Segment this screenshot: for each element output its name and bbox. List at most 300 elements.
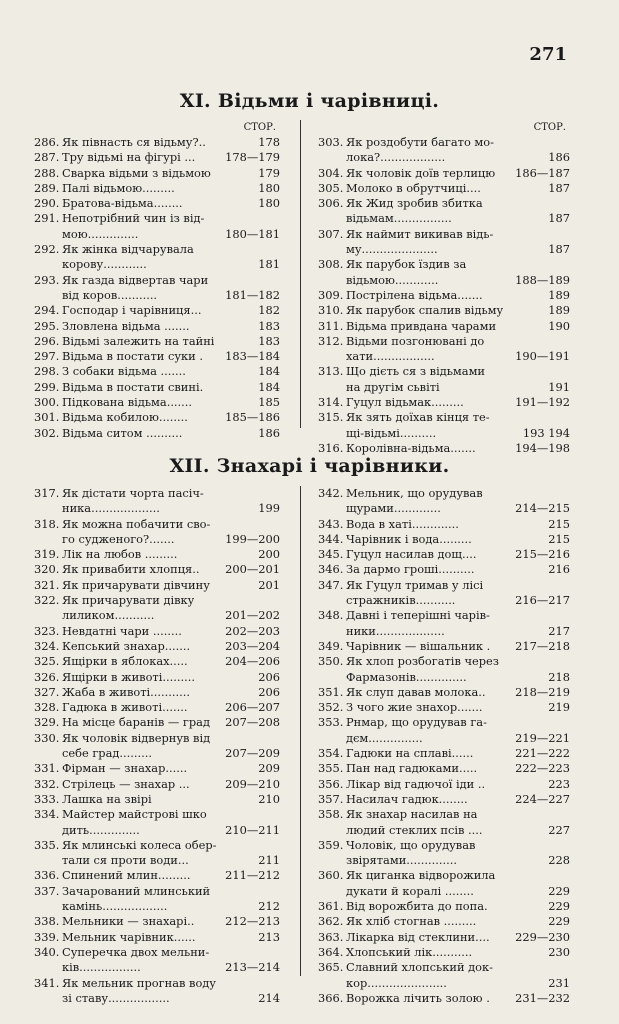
entry-page: 229 bbox=[548, 899, 570, 914]
toc-entry bbox=[318, 517, 570, 532]
entry-page bbox=[566, 715, 570, 730]
entry-number: 353. bbox=[318, 715, 344, 730]
entry-title: Відьма в постати суки . bbox=[62, 349, 204, 364]
toc-column-s2-left bbox=[34, 486, 280, 1006]
toc-entry bbox=[318, 608, 570, 639]
toc-entry bbox=[318, 395, 570, 410]
entry-title: Як причарувати дівку bbox=[62, 593, 195, 608]
entry-number: 307. bbox=[318, 226, 344, 241]
entry-page bbox=[566, 578, 570, 593]
entry-page: 186 bbox=[258, 425, 280, 440]
entry-page bbox=[566, 868, 570, 883]
entry-title: Непотрібний чин із від- bbox=[62, 211, 205, 226]
toc-entry bbox=[318, 700, 570, 715]
page-column-header: СТОР. bbox=[243, 122, 276, 133]
toc-entry bbox=[34, 700, 280, 715]
entry-page: 185—186 bbox=[225, 410, 280, 425]
entry-title: За дармо гроші.......... bbox=[346, 562, 475, 577]
entry-page: 206 bbox=[258, 684, 280, 699]
toc-entry bbox=[34, 670, 280, 685]
entry-page: 231 bbox=[548, 975, 570, 990]
entry-number: 339. bbox=[34, 929, 60, 944]
entry-title: ника................... bbox=[62, 501, 160, 516]
entry-page: 200—201 bbox=[225, 562, 280, 577]
entry-number: 355. bbox=[318, 761, 344, 776]
entry-title: Пан над гадюками..... bbox=[346, 761, 478, 776]
entry-page bbox=[276, 486, 280, 501]
entry-page: 183 bbox=[258, 318, 280, 333]
entry-page bbox=[276, 945, 280, 960]
entry-number: 366. bbox=[318, 990, 344, 1005]
entry-title: Як дістати чорта пасіч- bbox=[62, 486, 204, 500]
toc-entry bbox=[318, 868, 570, 899]
page-number: 271 bbox=[529, 44, 567, 65]
toc-entry bbox=[34, 319, 280, 334]
entry-title: Як півнасть ся відьму?.. bbox=[62, 135, 206, 149]
entry-page: 194—198 bbox=[515, 440, 570, 455]
toc-entry bbox=[318, 899, 570, 914]
entry-page: 206 bbox=[258, 669, 280, 684]
entry-number: 337. bbox=[34, 883, 60, 898]
entry-title: Відьми позгонювані до bbox=[346, 333, 485, 348]
entry-page: 191 bbox=[548, 379, 570, 394]
toc-column-s1-left bbox=[34, 120, 280, 441]
entry-title: Господар і чарівниця... bbox=[62, 303, 202, 318]
toc-entry bbox=[34, 654, 280, 669]
toc-entry bbox=[318, 303, 570, 318]
entry-number: 340. bbox=[34, 944, 60, 959]
entry-page bbox=[566, 608, 570, 623]
entry-page bbox=[276, 884, 280, 899]
entry-number: 345. bbox=[318, 547, 344, 562]
toc-entry bbox=[34, 150, 280, 165]
toc-entry bbox=[318, 960, 570, 991]
entry-page: 215 bbox=[548, 516, 570, 531]
entry-page: 218—219 bbox=[515, 684, 570, 699]
toc-entry bbox=[318, 364, 570, 395]
entry-number: 321. bbox=[34, 577, 60, 592]
entry-number: 323. bbox=[34, 623, 60, 638]
entry-page: 212—213 bbox=[225, 914, 280, 929]
entry-title: від коров........... bbox=[62, 287, 158, 302]
entry-page: 224—227 bbox=[515, 791, 570, 806]
entry-number: 326. bbox=[34, 669, 60, 684]
toc-entry bbox=[34, 334, 280, 349]
entry-number: 352. bbox=[318, 700, 344, 715]
entry-title: Суперечка двох мельни- bbox=[62, 944, 210, 959]
toc-column-s1-right bbox=[318, 120, 570, 456]
toc-entry bbox=[318, 991, 570, 1006]
entry-page: 193 194 bbox=[522, 425, 570, 440]
entry-page: 190—191 bbox=[515, 349, 570, 364]
entry-title: Як знахар насилав на bbox=[346, 807, 478, 822]
entry-number: 324. bbox=[34, 638, 60, 653]
toc-entry bbox=[34, 624, 280, 639]
toc-entry bbox=[34, 777, 280, 792]
entry-title: Як жінка відчарувала bbox=[62, 242, 194, 257]
entry-title: лиликом........... bbox=[62, 608, 155, 623]
entry-number: 315. bbox=[318, 410, 344, 425]
entry-page: 210 bbox=[258, 791, 280, 806]
entry-number: 311. bbox=[318, 318, 344, 333]
toc-entry bbox=[318, 319, 570, 334]
entry-title: на другім сьвіті bbox=[346, 379, 440, 394]
entry-number: 305. bbox=[318, 180, 344, 195]
entry-page: 215 bbox=[548, 531, 570, 546]
toc-entry bbox=[34, 517, 280, 548]
entry-page: 216 bbox=[548, 562, 570, 577]
entry-page: 200 bbox=[258, 547, 280, 562]
toc-entry bbox=[34, 426, 280, 441]
entry-page: 223 bbox=[548, 776, 570, 791]
entry-title: звірятами.............. bbox=[346, 853, 457, 868]
section-title-healers: XII. Знахарі і чарівники. bbox=[169, 455, 450, 477]
toc-entry bbox=[34, 486, 280, 517]
entry-page: 215—216 bbox=[515, 547, 570, 562]
entry-page: 212 bbox=[258, 899, 280, 914]
entry-title: Підкована відьма....... bbox=[62, 395, 193, 410]
entry-page: 178 bbox=[258, 135, 280, 149]
entry-number: 328. bbox=[34, 700, 60, 715]
toc-entry bbox=[318, 807, 570, 838]
entry-number: 312. bbox=[318, 333, 344, 348]
entry-page: 211 bbox=[258, 853, 280, 868]
entry-title: Як газда відвертав чари bbox=[62, 272, 209, 287]
entry-number: 365. bbox=[318, 960, 344, 975]
toc-entry bbox=[318, 227, 570, 258]
page-column-header: СТОР. bbox=[533, 122, 566, 133]
entry-number: 318. bbox=[34, 516, 60, 531]
entry-page: 218 bbox=[548, 669, 570, 684]
entry-number: 286. bbox=[34, 135, 60, 149]
entry-title: Майстер майстрові шко bbox=[62, 807, 207, 822]
entry-number: 338. bbox=[34, 914, 60, 929]
entry-page: 229 bbox=[548, 883, 570, 898]
entry-title: щі-відьмі.......... bbox=[346, 425, 437, 440]
entry-page: 183—184 bbox=[225, 349, 280, 364]
entry-title: Відьма кобилою........ bbox=[62, 410, 188, 425]
entry-page: 180—181 bbox=[225, 226, 280, 241]
entry-number: 290. bbox=[34, 196, 60, 211]
entry-page: 228 bbox=[548, 853, 570, 868]
toc-entry bbox=[34, 593, 280, 624]
entry-title: камінь.................. bbox=[62, 899, 168, 914]
entry-title: Лік на любов ......... bbox=[62, 547, 178, 562]
entry-page: 209—210 bbox=[225, 776, 280, 791]
entry-page bbox=[566, 364, 570, 379]
entry-page bbox=[276, 838, 280, 853]
entry-page bbox=[276, 593, 280, 608]
entry-title: Фармазонів.............. bbox=[346, 669, 467, 684]
entry-page: 216—217 bbox=[515, 593, 570, 608]
entry-page bbox=[566, 838, 570, 853]
entry-title: Гадюка в животі....... bbox=[62, 700, 188, 715]
entry-title: Як хлоп розбогатів через bbox=[346, 654, 500, 669]
entry-number: 336. bbox=[34, 868, 60, 883]
toc-entry bbox=[318, 930, 570, 945]
entry-title: Як млинські колеса обер- bbox=[62, 837, 217, 852]
entry-page: 230 bbox=[548, 944, 570, 959]
entry-number: 302. bbox=[34, 425, 60, 440]
entry-title: корову............ bbox=[62, 257, 147, 272]
toc-entry bbox=[318, 135, 570, 166]
entry-title: Що дієть ся з відьмами bbox=[346, 364, 486, 379]
entry-page bbox=[276, 976, 280, 991]
entry-title: Чоловік, що орудував bbox=[346, 837, 476, 852]
entry-title: Як чоловік доїв терлицю bbox=[346, 165, 496, 180]
entry-page: 207—208 bbox=[225, 715, 280, 730]
entry-number: 309. bbox=[318, 287, 344, 302]
toc-entry bbox=[34, 242, 280, 273]
entry-number: 288. bbox=[34, 165, 60, 180]
toc-entry bbox=[34, 792, 280, 807]
toc-entry bbox=[34, 884, 280, 915]
entry-number: 316. bbox=[318, 440, 344, 455]
entry-number: 291. bbox=[34, 211, 60, 226]
entry-number: 342. bbox=[318, 486, 344, 500]
entry-number: 294. bbox=[34, 303, 60, 318]
entry-title: Славний хлопський док- bbox=[346, 960, 494, 975]
toc-entry bbox=[34, 273, 280, 304]
toc-entry bbox=[34, 761, 280, 776]
toc-entry bbox=[318, 838, 570, 869]
toc-entry bbox=[34, 395, 280, 410]
entry-number: 319. bbox=[34, 547, 60, 562]
entry-number: 299. bbox=[34, 379, 60, 394]
entry-number: 295. bbox=[34, 318, 60, 333]
entry-number: 333. bbox=[34, 791, 60, 806]
entry-page: 201—202 bbox=[225, 608, 280, 623]
entry-page bbox=[276, 211, 280, 226]
entry-number: 308. bbox=[318, 257, 344, 272]
entry-number: 289. bbox=[34, 180, 60, 195]
toc-entry bbox=[34, 349, 280, 364]
entry-title: Спинений млин......... bbox=[62, 868, 191, 883]
entry-title: Хлопський лік........... bbox=[346, 944, 473, 959]
toc-entry bbox=[318, 166, 570, 181]
entry-page: 217 bbox=[548, 623, 570, 638]
entry-title: Як Жид зробив збитка bbox=[346, 196, 483, 211]
entry-number: 350. bbox=[318, 654, 344, 669]
entry-title: Зловлена відьма ....... bbox=[62, 318, 190, 333]
entry-page: 181—182 bbox=[225, 287, 280, 302]
entry-number: 354. bbox=[318, 746, 344, 761]
entry-title: щурами............. bbox=[346, 501, 441, 516]
entry-title: Королівна-відьма....... bbox=[346, 440, 476, 455]
entry-title: Чарівник і вода......... bbox=[346, 531, 472, 546]
toc-entry bbox=[34, 685, 280, 700]
entry-number: 363. bbox=[318, 929, 344, 944]
entry-number: 329. bbox=[34, 715, 60, 730]
entry-title: дукати й коралі ........ bbox=[346, 883, 474, 898]
entry-page: 201 bbox=[258, 577, 280, 592]
entry-title: Відьма в постати свині. bbox=[62, 379, 204, 394]
toc-entry bbox=[34, 211, 280, 242]
entry-title: Ворожка лічить золою . bbox=[346, 990, 490, 1005]
entry-title: Як можна побачити сво- bbox=[62, 516, 211, 531]
entry-title: Невдатні чари ........ bbox=[62, 623, 182, 638]
entry-page: 204—206 bbox=[225, 654, 280, 669]
entry-title: кор...................... bbox=[346, 975, 447, 990]
entry-number: 296. bbox=[34, 333, 60, 348]
entry-page: 184 bbox=[258, 364, 280, 379]
entry-number: 313. bbox=[318, 364, 344, 379]
entry-number: 331. bbox=[34, 761, 60, 776]
entry-title: Гадюки на сплаві...... bbox=[346, 746, 474, 761]
toc-entry bbox=[318, 715, 570, 746]
toc-entry bbox=[34, 639, 280, 654]
entry-title: Як наймит викивав відь- bbox=[346, 226, 494, 241]
entry-title: Зачарований млинський bbox=[62, 883, 211, 898]
entry-number: 348. bbox=[318, 608, 344, 623]
toc-entry bbox=[318, 334, 570, 365]
entry-page: 214—215 bbox=[515, 501, 570, 516]
toc-entry bbox=[34, 196, 280, 211]
entry-title: Мельник чарівник...... bbox=[62, 929, 196, 944]
entry-title: Чарівник — вішальник . bbox=[346, 638, 491, 653]
entry-page: 180 bbox=[258, 196, 280, 211]
toc-entry bbox=[34, 303, 280, 318]
toc-entry bbox=[34, 868, 280, 883]
section-title-witches: XI. Відьми і чарівниці. bbox=[179, 90, 440, 112]
entry-number: 359. bbox=[318, 837, 344, 852]
entry-page: 229—230 bbox=[515, 929, 570, 944]
entry-number: 362. bbox=[318, 914, 344, 929]
entry-number: 300. bbox=[34, 395, 60, 410]
entry-title: Як роздобути багато мо- bbox=[346, 135, 495, 149]
entry-page: 211—212 bbox=[225, 868, 280, 883]
entry-title: Від ворожбита до попа. bbox=[346, 899, 488, 914]
toc-entry bbox=[318, 654, 570, 685]
entry-page: 227 bbox=[548, 822, 570, 837]
entry-title: Палі відьмою......... bbox=[62, 180, 175, 195]
entry-title: Гуцул насилав дощ.... bbox=[346, 547, 477, 562]
entry-page bbox=[566, 334, 570, 349]
column-divider bbox=[300, 120, 301, 428]
entry-title: Як привабити хлопця.. bbox=[62, 562, 200, 577]
entry-title: З чого жие знахор....... bbox=[346, 700, 483, 715]
entry-page: 213—214 bbox=[225, 960, 280, 975]
entry-title: Відьма привдана чарами bbox=[346, 318, 497, 333]
entry-page: 189 bbox=[548, 287, 570, 302]
entry-page: 180 bbox=[258, 180, 280, 195]
entry-title: ків................. bbox=[62, 960, 141, 975]
entry-number: 360. bbox=[318, 868, 344, 883]
entry-page: 207—209 bbox=[225, 746, 280, 761]
entry-title: тали ся проти води... bbox=[62, 853, 189, 868]
entry-title: Як парубок спалив відьму bbox=[346, 303, 504, 318]
entry-number: 314. bbox=[318, 395, 344, 410]
entry-number: 346. bbox=[318, 562, 344, 577]
entry-page: 222—223 bbox=[515, 761, 570, 776]
entry-title: зі ставу................. bbox=[62, 990, 170, 1005]
entry-title: З собаки відьма ....... bbox=[62, 364, 186, 379]
entry-page: 219—221 bbox=[515, 730, 570, 745]
toc-entry bbox=[34, 807, 280, 838]
entry-page: 210—211 bbox=[225, 822, 280, 837]
toc-entry bbox=[34, 166, 280, 181]
entry-page: 187 bbox=[548, 211, 570, 226]
entry-number: 317. bbox=[34, 486, 60, 500]
entry-title: Гуцул відьмак......... bbox=[346, 395, 464, 410]
entry-number: 298. bbox=[34, 364, 60, 379]
toc-entry bbox=[318, 257, 570, 288]
entry-title: відьмою............ bbox=[346, 272, 439, 287]
entry-page bbox=[566, 654, 570, 669]
entry-page: 203—204 bbox=[225, 638, 280, 653]
toc-entry bbox=[34, 364, 280, 379]
entry-title: Ящірки в животі......... bbox=[62, 669, 195, 684]
toc-entry bbox=[318, 792, 570, 807]
entry-number: 356. bbox=[318, 776, 344, 791]
entry-page bbox=[276, 273, 280, 288]
toc-entry bbox=[318, 639, 570, 654]
entry-number: 347. bbox=[318, 577, 344, 592]
toc-entry bbox=[34, 181, 280, 196]
entry-title: мою.............. bbox=[62, 226, 139, 241]
toc-entry bbox=[34, 731, 280, 762]
entry-title: Відьмі залежить на тайні bbox=[62, 333, 215, 348]
entry-page bbox=[566, 257, 570, 272]
entry-number: 357. bbox=[318, 791, 344, 806]
entry-page bbox=[276, 517, 280, 532]
toc-entry bbox=[34, 838, 280, 869]
toc-entry bbox=[318, 945, 570, 960]
entry-title: стражників........... bbox=[346, 593, 456, 608]
toc-entry bbox=[34, 914, 280, 929]
entry-number: 330. bbox=[34, 730, 60, 745]
entry-page bbox=[566, 486, 570, 501]
entry-page: 186—187 bbox=[515, 165, 570, 180]
entry-title: Як мельник прогнав воду bbox=[62, 975, 217, 990]
toc-entry bbox=[318, 410, 570, 441]
entry-page bbox=[566, 410, 570, 425]
entry-title: Як зять доїхав кінця те- bbox=[346, 410, 490, 425]
entry-title: Давні і теперішні чарів- bbox=[346, 608, 490, 623]
entry-title: Як циганка відворожила bbox=[346, 868, 496, 883]
entry-title: людий стеклих псів .... bbox=[346, 822, 483, 837]
entry-page bbox=[276, 242, 280, 257]
entry-title: Відьма ситом .......... bbox=[62, 425, 183, 440]
toc-entry bbox=[318, 547, 570, 562]
toc-entry bbox=[318, 685, 570, 700]
toc-entry bbox=[34, 135, 280, 150]
toc-entry bbox=[34, 930, 280, 945]
entry-title: Фірман — знахар...... bbox=[62, 761, 188, 776]
entry-page: 185 bbox=[258, 395, 280, 410]
toc-entry bbox=[318, 914, 570, 929]
toc-entry bbox=[34, 410, 280, 425]
entry-page: 186 bbox=[548, 150, 570, 165]
entry-page: 199 bbox=[258, 501, 280, 516]
entry-number: 364. bbox=[318, 944, 344, 959]
entry-number: 349. bbox=[318, 638, 344, 653]
toc-entry bbox=[318, 441, 570, 456]
entry-title: Ящірки в яблоках..... bbox=[62, 654, 188, 669]
toc-entry bbox=[318, 181, 570, 196]
entry-title: відьмам................ bbox=[346, 211, 452, 226]
toc-column-s2-right bbox=[318, 486, 570, 1006]
entry-page: 214 bbox=[258, 990, 280, 1005]
entry-number: 320. bbox=[34, 562, 60, 577]
entry-title: лока?.................. bbox=[346, 150, 446, 165]
entry-page: 206—207 bbox=[225, 700, 280, 715]
entry-number: 334. bbox=[34, 807, 60, 822]
entry-page bbox=[566, 227, 570, 242]
toc-entry bbox=[318, 761, 570, 776]
entry-page: 231—232 bbox=[515, 990, 570, 1005]
entry-number: 287. bbox=[34, 150, 60, 165]
